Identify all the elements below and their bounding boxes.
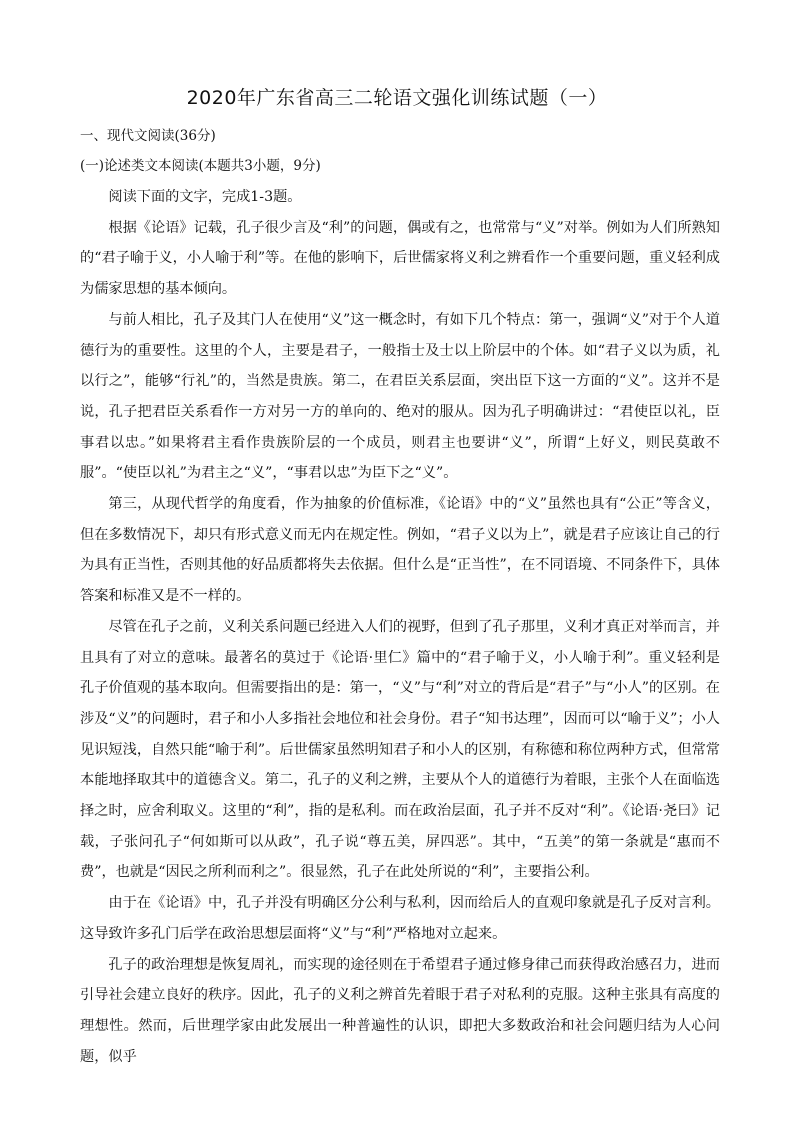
paragraph: 根据《论语》记载，孔子很少言及“利”的问题，偶或有之，也常常与“义”对举。例如为人们所熟知的“君子喻于义，小人喻于利”等。在他的影响下，后世儒家将义利之辨看作一个重要问题，重义轻利成为儒家思想的基本倾向。 bbox=[80, 219, 720, 298]
section-heading: 一、现代文阅读(36分) bbox=[80, 128, 216, 144]
document-body bbox=[80, 182, 720, 1072]
paragraph: 由于在《论语》中，孔子并没有明确区分公利与私利，因而给后人的直观印象就是孔子反对言利。这导致许多孔门后学在政治思想层面将“义”与“利”严格地对立起来。 bbox=[80, 895, 720, 942]
paragraph: 尽管在孔子之前，义利关系问题已经进入人们的视野，但到了孔子那里，义利才真正对举而言，并且具有了对立的意味。最著名的莫过于《论语·里仁》篇中的“君子喻于义，小人喻于利”。重义轻利是孔子价值观的基本取向。但需要指出的是：第一，“义”与“利”对立的背后是“君子”与“小人”的区别。在涉及“义”的问题时，君子和小人多指社会地位和社会身份。君子“知书达理”，因而可以“喻于义”；小人见识短浅，自然只能“喻于利”。后世儒家虽然明知君子和小人的区别，有称德和称位两种方式，但常常本能地择取其中的道德含义。第二，孔子的义利之辨，主要从个人的道德行为着眼，主张个人在面临选择之时，应舍利取义。这里的“利”，指的是私利。而在政治层面，孔子并不反对“利”。《论语·尧曰》记载，子张问孔子“何如斯可以从政”，孔子说“尊五美，屏四恶”。其中，“五美”的第一条就是“惠而不费”，也就是“因民之所利而利之”。很显然，孔子在此处所说的“利”，主要指公利。 bbox=[80, 618, 720, 881]
paragraph: 第三，从现代哲学的角度看，作为抽象的价值标准，《论语》中的“义”虽然也具有“公正”等含义，但在多数情况下，却只有形式意义而无内在规定性。例如，“君子义以为上”，就是君子应该让自己的行为具有正当性，否则其他的好品质都将失去依据。但什么是“正当性”，在不同语境、不同条件下，具体答案和标准又是不一样的。 bbox=[80, 496, 720, 605]
document-title: 2020年广东省高三二轮语文强化训练试题（一） bbox=[186, 87, 608, 109]
subsection-heading: (一)论述类文本阅读(本题共3小题，9分) bbox=[80, 158, 321, 174]
paragraph: 孔子的政治理想是恢复周礼，而实现的途径则在于希望君子通过修身律己而获得政治感召力，进而引导社会建立良好的秩序。因此，孔子的义利之辨首先着眼于君子对私利的克服。这种主张具有高度的理想性。然而，后世理学家由此发展出一种普遍性的认识，即把大多数政治和社会问题归结为人心问题，似乎 bbox=[80, 956, 720, 1065]
paragraph: 阅读下面的文字，完成1-3题。 bbox=[108, 189, 302, 205]
paragraph: 与前人相比，孔子及其门人在使用“义”这一概念时，有如下几个特点：第一，强调“义”对于个人道德行为的重要性。这里的个人，主要是君子，一般指士及士以上阶层中的个体。如“君子义以为质，礼以行之”，能够“行礼”的，当然是贵族。第二，在君臣关系层面，突出臣下这一方面的“义”。这并不是说，孔子把君臣关系看作一方对另一方的单向的、绝对的服从。因为孔子明确讲过：“君使臣以礼，臣事君以忠。”如果将君主看作贵族阶层的一个成员，则君主也要讲“义”，所谓“上好义，则民莫敢不服”。“使臣以礼”为君主之“义”，“事君以忠”为臣下之“义”。 bbox=[80, 311, 720, 482]
